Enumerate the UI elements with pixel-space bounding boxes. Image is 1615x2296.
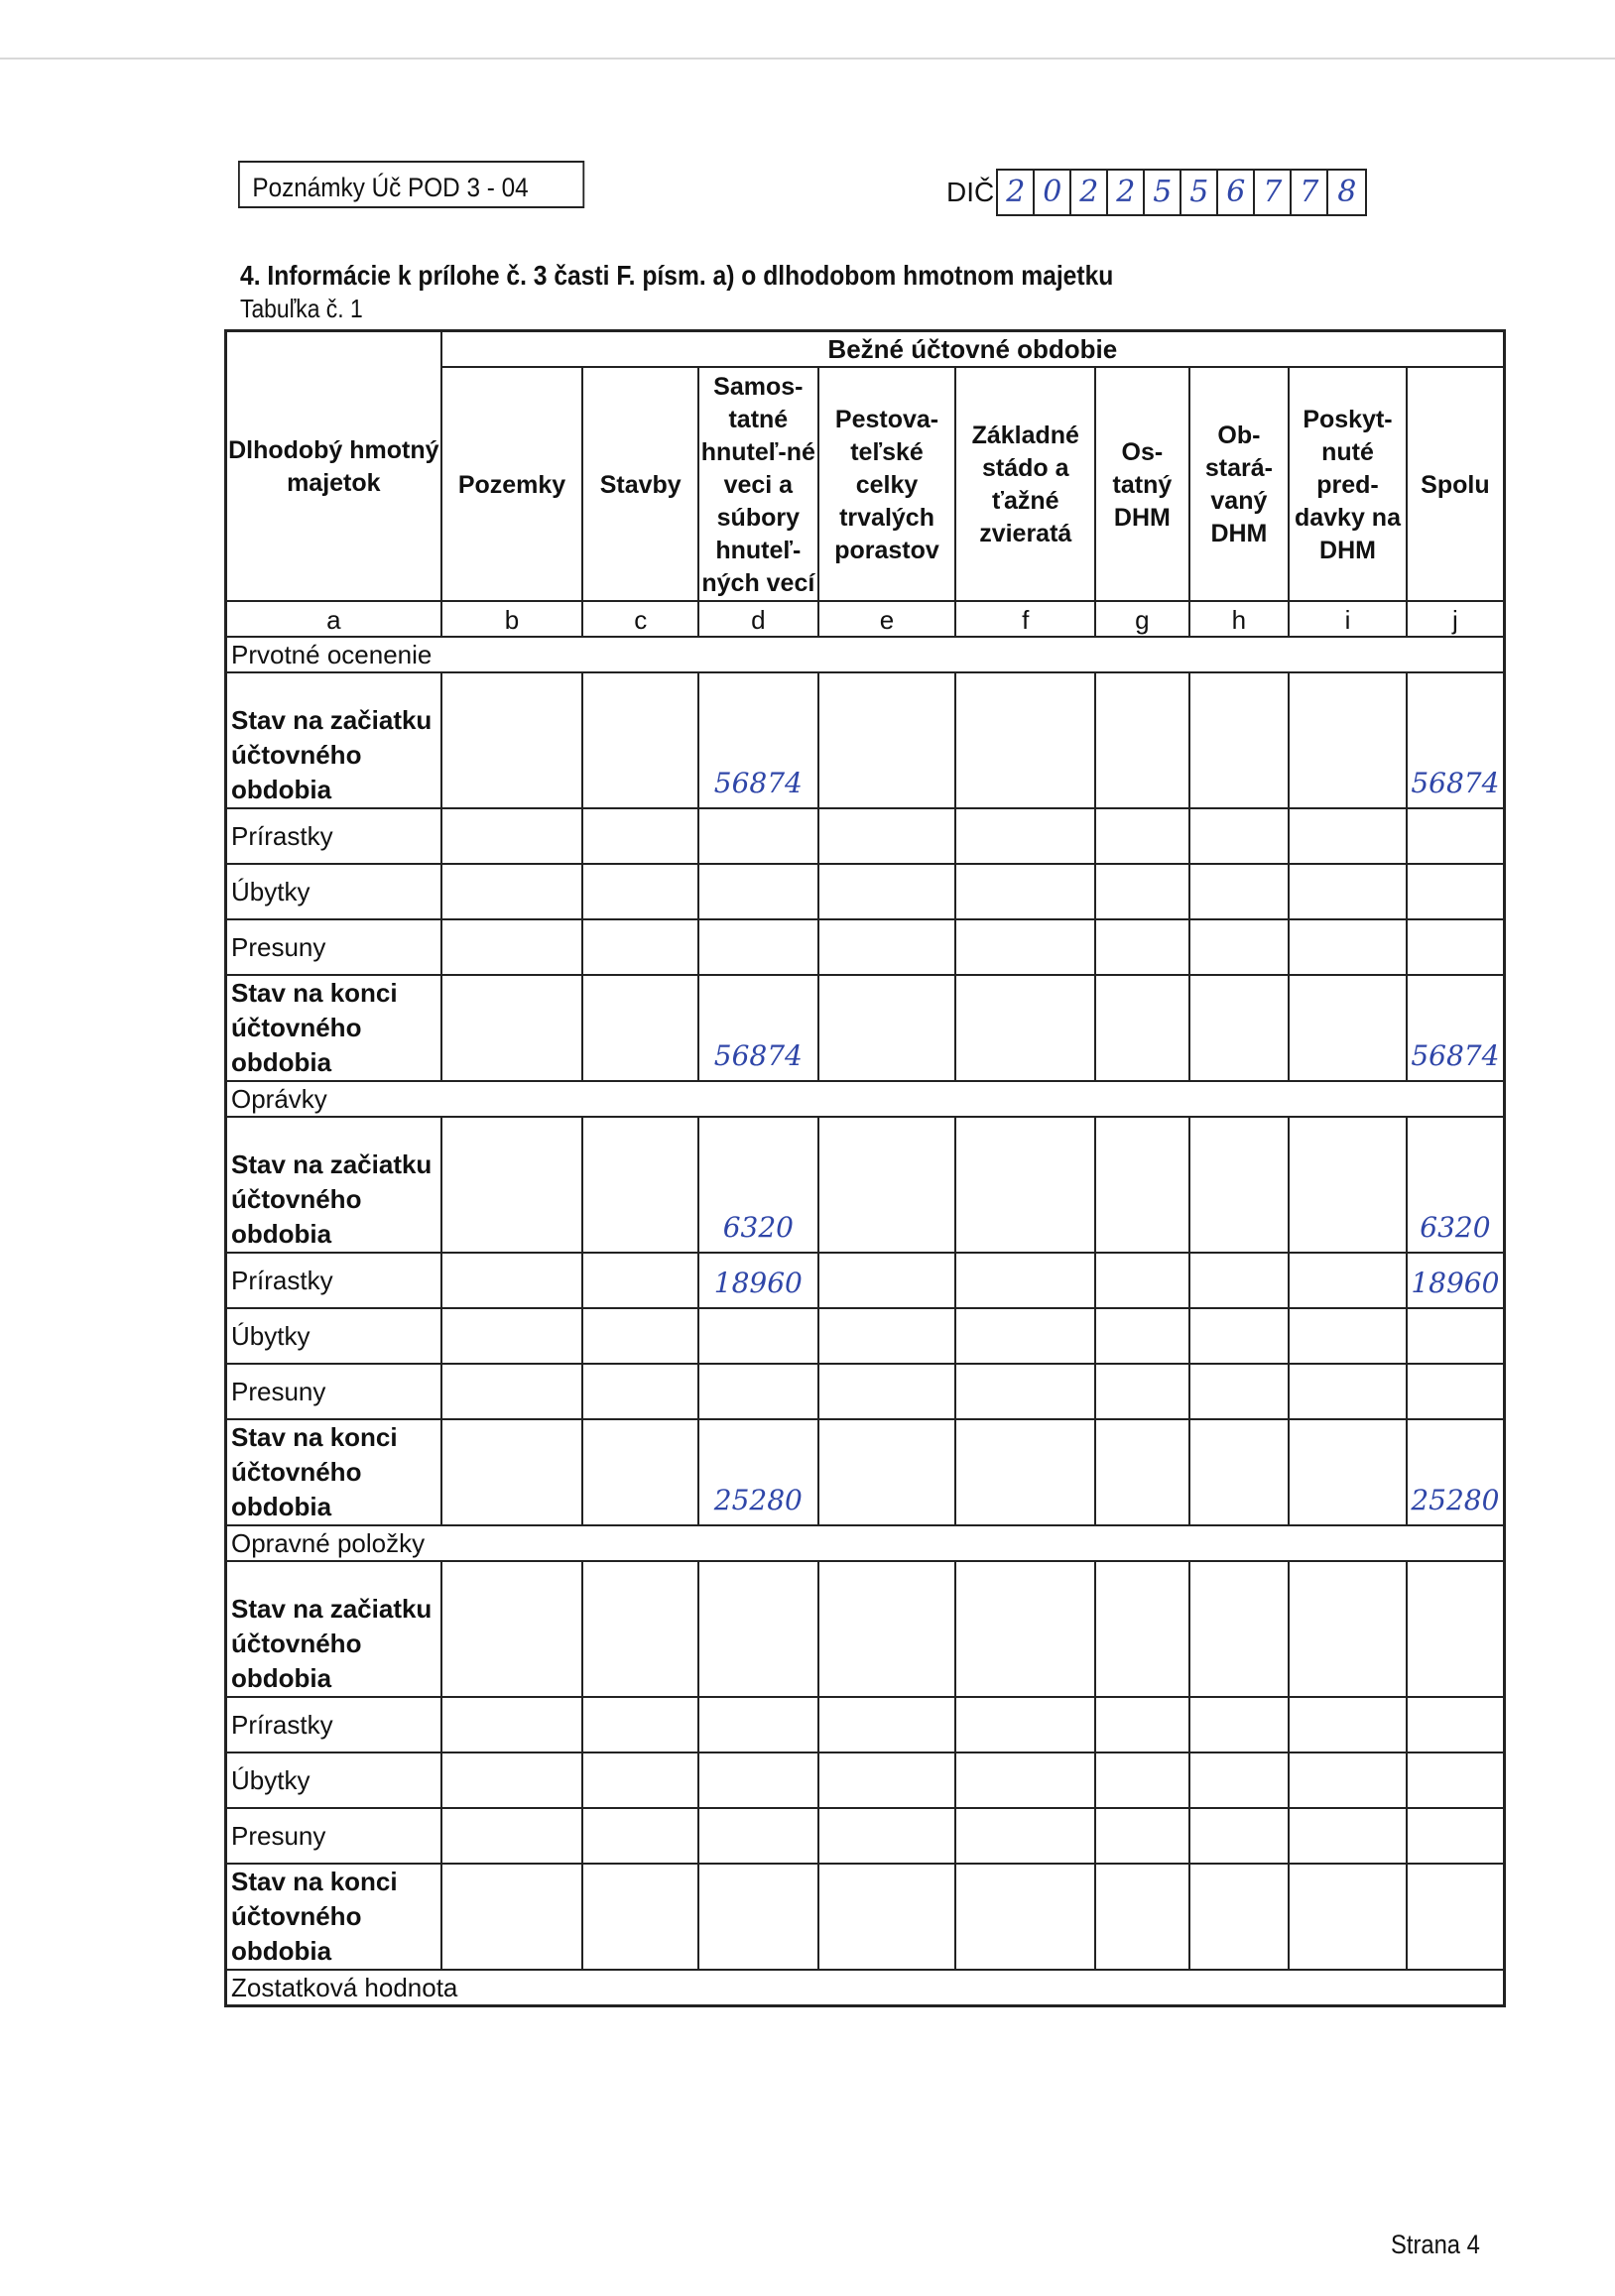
column-header: Pozemky	[441, 367, 583, 601]
table-row	[226, 808, 1505, 864]
column-letter-row	[226, 601, 1505, 637]
page-number: Strana 4	[1391, 2230, 1480, 2259]
row-label: Stav na konci účtovného obdobia	[226, 1419, 441, 1525]
table-cell[interactable]	[955, 864, 1095, 919]
row-label: Úbytky	[226, 1752, 441, 1808]
table-cell[interactable]	[1189, 1419, 1290, 1525]
row-label: Prírastky	[226, 1253, 441, 1308]
table-cell[interactable]	[1289, 1117, 1407, 1253]
table-cell[interactable]	[1289, 808, 1407, 864]
section-heading: 4. Informácie k prílohe č. 3 časti F. písm. a) o dlhodobom hmotnom majetku	[240, 260, 1114, 291]
table-cell[interactable]	[1289, 864, 1407, 919]
table-cell[interactable]	[1289, 1253, 1407, 1308]
table-cell[interactable]	[818, 1561, 956, 1697]
table-cell[interactable]	[1189, 1308, 1290, 1364]
cell-movable-assets[interactable]	[698, 1561, 818, 1697]
table-cell[interactable]	[582, 1308, 698, 1364]
table-cell[interactable]	[1095, 1864, 1189, 1970]
row-label: Prírastky	[226, 1697, 441, 1752]
table-cell[interactable]	[1289, 1561, 1407, 1697]
table-cell[interactable]	[818, 1419, 956, 1525]
table-cell[interactable]	[955, 1808, 1095, 1864]
row-label: Presuny	[226, 919, 441, 975]
table-cell[interactable]	[441, 808, 583, 864]
dic-digit-box: 5	[1145, 171, 1181, 214]
cell-total[interactable]	[1407, 1697, 1505, 1752]
dic-digit-box: 6	[1218, 171, 1255, 214]
final-row-label: Zostatková hodnota	[226, 1970, 1505, 2006]
column-header: Základné stádo a ťažné zvieratá	[955, 367, 1095, 601]
table-cell[interactable]	[582, 975, 698, 1081]
column-letter: e	[818, 601, 956, 637]
table-row	[226, 672, 1505, 808]
table-cell[interactable]	[441, 1308, 583, 1364]
column-letter: i	[1289, 601, 1407, 637]
table-cell[interactable]	[1289, 919, 1407, 975]
column-header: Samos-tatné hnuteľ-né veci a súbory hnuteľ-ných vecí	[698, 367, 818, 601]
cell-total[interactable]	[1407, 1808, 1505, 1864]
table-cell[interactable]	[818, 1117, 956, 1253]
table-cell[interactable]	[1095, 1561, 1189, 1697]
table-row	[226, 1117, 1505, 1253]
table-cell[interactable]	[1189, 1364, 1290, 1419]
dic-digit-boxes	[996, 169, 1367, 216]
column-letter: b	[441, 601, 583, 637]
final-row	[226, 1970, 1505, 2006]
table-cell[interactable]	[955, 1864, 1095, 1970]
table-cell[interactable]	[1289, 975, 1407, 1081]
table-cell[interactable]	[1289, 1308, 1407, 1364]
table-cell[interactable]	[955, 1308, 1095, 1364]
table-cell[interactable]	[441, 1561, 583, 1697]
cell-total[interactable]: 25280	[1407, 1419, 1505, 1525]
table-cell[interactable]	[582, 1752, 698, 1808]
first-col-header: Dlhodobý hmotný majetok	[226, 331, 441, 602]
cell-movable-assets[interactable]	[698, 864, 818, 919]
dic-field	[946, 169, 1367, 216]
table-cell[interactable]	[441, 1808, 583, 1864]
table-cell[interactable]	[1189, 1117, 1290, 1253]
table-cell[interactable]	[955, 672, 1095, 808]
table-cell[interactable]	[441, 1364, 583, 1419]
table-cell[interactable]	[818, 1864, 956, 1970]
column-header: Ob-stará-vaný DHM	[1189, 367, 1290, 601]
table-row	[226, 1419, 1505, 1525]
table-cell[interactable]	[818, 975, 956, 1081]
cell-movable-assets[interactable]	[698, 1308, 818, 1364]
table-cell[interactable]	[955, 808, 1095, 864]
table-cell[interactable]	[818, 672, 956, 808]
table-row	[226, 1864, 1505, 1970]
column-header: Spolu	[1407, 367, 1505, 601]
column-letter: d	[698, 601, 818, 637]
section-title: Prvotné ocenenie	[226, 637, 1505, 672]
table-row	[226, 864, 1505, 919]
table-cell[interactable]	[582, 672, 698, 808]
table-cell[interactable]	[1095, 1697, 1189, 1752]
cell-movable-assets[interactable]	[698, 919, 818, 975]
table-cell[interactable]	[1189, 808, 1290, 864]
table-cell[interactable]	[955, 1697, 1095, 1752]
table-cell[interactable]	[1095, 808, 1189, 864]
cell-total[interactable]	[1407, 1308, 1505, 1364]
table-cell[interactable]	[1189, 864, 1290, 919]
cell-movable-assets[interactable]	[698, 1808, 818, 1864]
row-label: Úbytky	[226, 864, 441, 919]
section-title: Opravné položky	[226, 1525, 1505, 1561]
table-row	[226, 1253, 1505, 1308]
table-row	[226, 1752, 1505, 1808]
table-cell[interactable]	[818, 1808, 956, 1864]
column-letter: h	[1189, 601, 1290, 637]
table-cell[interactable]	[441, 1253, 583, 1308]
table-cell[interactable]	[1095, 1808, 1189, 1864]
cell-movable-assets[interactable]: 25280	[698, 1419, 818, 1525]
table-cell[interactable]	[1189, 1561, 1290, 1697]
table-cell[interactable]	[1189, 1808, 1290, 1864]
column-letter: j	[1407, 601, 1505, 637]
cell-total[interactable]	[1407, 864, 1505, 919]
cell-total[interactable]	[1407, 919, 1505, 975]
table-row	[226, 1561, 1505, 1697]
cell-movable-assets[interactable]	[698, 1752, 818, 1808]
dic-digit-box: 2	[998, 171, 1035, 214]
table-cell[interactable]	[441, 919, 583, 975]
table-cell[interactable]	[818, 1752, 956, 1808]
table-cell[interactable]	[582, 919, 698, 975]
cell-total[interactable]	[1407, 1864, 1505, 1970]
table-cell[interactable]	[1095, 1117, 1189, 1253]
table-cell[interactable]	[1095, 1364, 1189, 1419]
table-cell[interactable]	[1095, 864, 1189, 919]
dic-digit-box: 7	[1292, 171, 1328, 214]
table-cell[interactable]	[441, 1117, 583, 1253]
cell-movable-assets[interactable]: 56874	[698, 975, 818, 1081]
table-cell[interactable]	[441, 975, 583, 1081]
table-cell[interactable]	[1189, 1697, 1290, 1752]
dic-digit-box: 8	[1337, 175, 1357, 209]
row-label: Stav na konci účtovného obdobia	[226, 975, 441, 1081]
dic-digit-box: 7	[1255, 171, 1292, 214]
column-letter: c	[582, 601, 698, 637]
table-cell[interactable]	[1095, 1752, 1189, 1808]
column-header: Stavby	[582, 367, 698, 601]
cell-total[interactable]	[1407, 1561, 1505, 1697]
table-cell[interactable]	[818, 808, 956, 864]
table-cell[interactable]	[582, 1364, 698, 1419]
table-cell[interactable]	[818, 1308, 956, 1364]
row-label: Stav na začiatku účtovného obdobia	[226, 672, 441, 808]
cell-movable-assets[interactable]	[698, 1364, 818, 1419]
asset-table	[224, 329, 1506, 2007]
table-cell[interactable]	[1189, 975, 1290, 1081]
form-code-box: Poznámky Úč POD 3 - 04	[238, 161, 584, 208]
table-cell[interactable]	[818, 1364, 956, 1419]
table-row	[226, 1308, 1505, 1364]
table-cell[interactable]	[1189, 1253, 1290, 1308]
table-cell[interactable]	[1289, 1419, 1407, 1525]
table-cell[interactable]	[1095, 672, 1189, 808]
table-cell[interactable]	[955, 1752, 1095, 1808]
section-title: Oprávky	[226, 1081, 1505, 1117]
table-cell[interactable]	[1095, 1419, 1189, 1525]
dic-digit-box: 0	[1035, 171, 1071, 214]
table-cell[interactable]	[1095, 919, 1189, 975]
table-cell[interactable]	[818, 1697, 956, 1752]
cell-total[interactable]: 56874	[1407, 975, 1505, 1081]
table-cell[interactable]	[582, 1697, 698, 1752]
table-cell[interactable]	[1095, 975, 1189, 1081]
table-cell[interactable]	[441, 1419, 583, 1525]
table-row	[226, 919, 1505, 975]
table-cell[interactable]	[582, 1253, 698, 1308]
period-header: Bežné účtovné obdobie	[441, 331, 1505, 368]
table-cell[interactable]	[1289, 1697, 1407, 1752]
row-label: Prírastky	[226, 808, 441, 864]
table-cell[interactable]	[1289, 1364, 1407, 1419]
table-cell[interactable]	[1289, 672, 1407, 808]
table-row	[226, 975, 1505, 1081]
cell-total[interactable]	[1407, 1752, 1505, 1808]
table-cell[interactable]	[955, 1561, 1095, 1697]
table-cell[interactable]	[1289, 1808, 1407, 1864]
table-cell[interactable]	[441, 1752, 583, 1808]
table-cell[interactable]	[1189, 1752, 1290, 1808]
dic-digit-box: 2	[1108, 171, 1145, 214]
dic-digit-box: 2	[1071, 171, 1108, 214]
column-header: Pestova-teľské celky trvalých porastov	[818, 367, 956, 601]
table-cell[interactable]	[1095, 1253, 1189, 1308]
table-cell[interactable]	[818, 919, 956, 975]
row-label: Presuny	[226, 1808, 441, 1864]
column-letter: g	[1095, 601, 1189, 637]
table-row	[226, 1697, 1505, 1752]
row-label: Stav na začiatku účtovného obdobia	[226, 1117, 441, 1253]
table-cell[interactable]	[955, 1419, 1095, 1525]
section-row	[226, 637, 1505, 672]
cell-total[interactable]: 18960	[1407, 1253, 1505, 1308]
section-row	[226, 1081, 1505, 1117]
column-header: Os-tatný DHM	[1095, 367, 1189, 601]
table-cell[interactable]	[582, 1864, 698, 1970]
table-cell[interactable]	[441, 672, 583, 808]
table-cell[interactable]	[818, 1253, 956, 1308]
table-row	[226, 1364, 1505, 1419]
dic-digit-box: 5	[1181, 171, 1218, 214]
table-cell[interactable]	[582, 1808, 698, 1864]
cell-total[interactable]: 56874	[1407, 672, 1505, 808]
table-cell[interactable]	[955, 975, 1095, 1081]
table-cell[interactable]	[1189, 1864, 1290, 1970]
table-cell[interactable]	[1289, 1864, 1407, 1970]
column-header: Poskyt-nuté pred-davky na DHM	[1289, 367, 1407, 601]
row-label: Úbytky	[226, 1308, 441, 1364]
table-cell[interactable]	[441, 864, 583, 919]
table-cell[interactable]	[955, 1253, 1095, 1308]
dic-label: DIČ	[946, 177, 995, 207]
column-letter: a	[226, 601, 441, 637]
scan-edge-line	[0, 58, 1615, 60]
table-caption: Tabuľka č. 1	[240, 294, 363, 323]
section-row	[226, 1525, 1505, 1561]
row-label: Stav na začiatku účtovného obdobia	[226, 1561, 441, 1697]
header-row	[226, 331, 1505, 368]
table-cell[interactable]	[955, 1364, 1095, 1419]
table-cell[interactable]	[582, 864, 698, 919]
cell-movable-assets[interactable]: 18960	[698, 1253, 818, 1308]
table-cell[interactable]	[955, 919, 1095, 975]
table-cell[interactable]	[1095, 1308, 1189, 1364]
table-cell[interactable]	[582, 1117, 698, 1253]
table-cell[interactable]	[818, 864, 956, 919]
table-cell[interactable]	[441, 1697, 583, 1752]
row-label: Stav na konci účtovného obdobia	[226, 1864, 441, 1970]
cell-movable-assets[interactable]	[698, 808, 818, 864]
cell-movable-assets[interactable]	[698, 1697, 818, 1752]
cell-movable-assets[interactable]	[698, 1864, 818, 1970]
table-cell[interactable]	[441, 1864, 583, 1970]
table-cell[interactable]	[582, 1419, 698, 1525]
cell-total[interactable]	[1407, 808, 1505, 864]
cell-movable-assets[interactable]: 56874	[698, 672, 818, 808]
table-row	[226, 1808, 1505, 1864]
column-letter: f	[955, 601, 1095, 637]
table-cell[interactable]	[582, 1561, 698, 1697]
cell-movable-assets[interactable]: 6320	[698, 1117, 818, 1253]
table-cell[interactable]	[582, 808, 698, 864]
cell-total[interactable]: 6320	[1407, 1117, 1505, 1253]
table-cell[interactable]	[1189, 672, 1290, 808]
row-label: Presuny	[226, 1364, 441, 1419]
cell-total[interactable]	[1407, 1364, 1505, 1419]
table-cell[interactable]	[955, 1117, 1095, 1253]
table-cell[interactable]	[1289, 1752, 1407, 1808]
table-cell[interactable]	[1189, 919, 1290, 975]
